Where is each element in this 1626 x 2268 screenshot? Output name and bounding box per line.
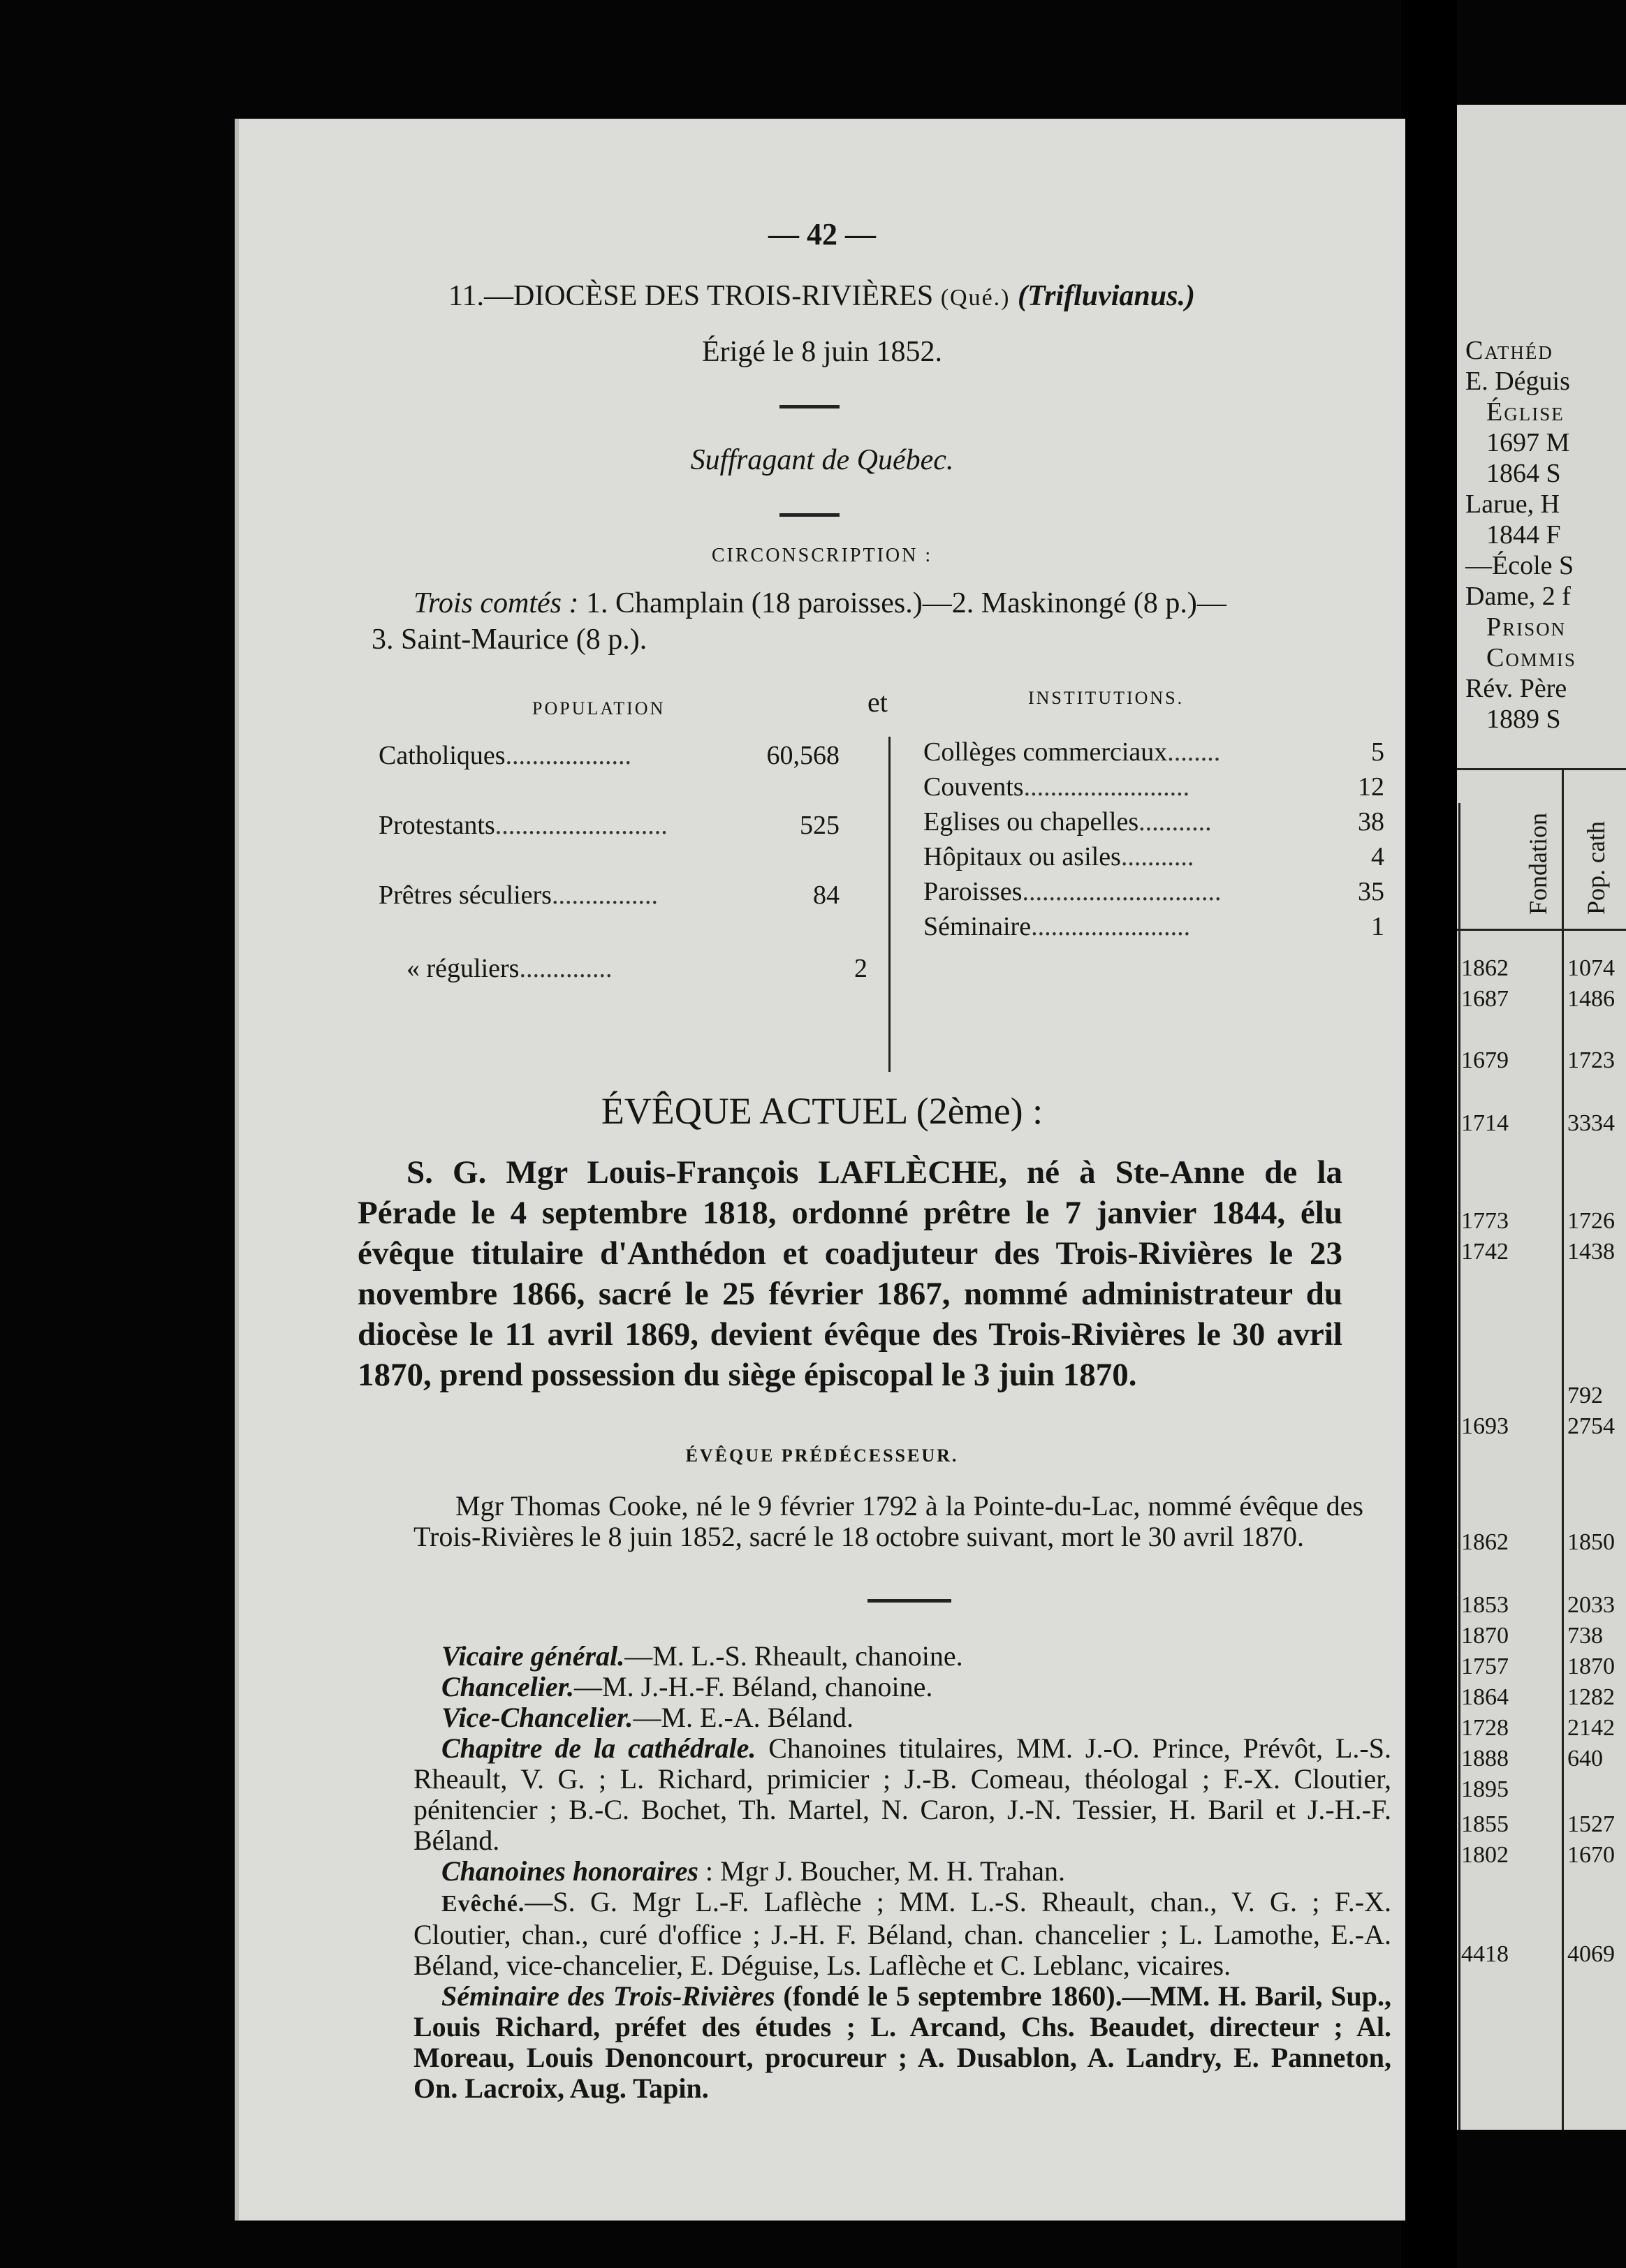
clergy-text: —M. L.-S. Rheault, chanoine. [624,1640,963,1672]
column-rule [1562,768,1564,2130]
clergy-title: Vice-Chancelier. [441,1702,633,1733]
institution-value: 12 [1358,772,1384,802]
clergy-title: Chanoines honoraires [441,1855,698,1887]
page-number: — 42 — [768,217,876,251]
book-page-left [235,119,1405,2221]
clergy-entry [413,1702,1391,1733]
clergy-entry [413,1641,1391,1672]
institution-row: Hôpitaux ou asiles........... 4 [923,842,1384,871]
erected-date: Érigé le 8 juin 1852. [701,336,943,368]
bishop-heading: ÉVÊQUE ACTUEL (2ème) : [601,1090,1043,1132]
pop-cath-cell: 2142 [1567,1715,1615,1741]
table-top-rule [1457,768,1626,770]
circumscription-counties: 1. Champlain (18 paroisses.)—2. Maskinongé (8 p.)— [585,587,1226,619]
population-label: POPULATION [532,698,666,719]
circumscription-prefix: Trois comtés : [413,587,579,619]
clergy-text: —M. E.-A. Béland. [633,1702,854,1733]
institution-row: Couvents......................... 12 [923,772,1384,802]
pop-cath-cell: 1282 [1567,1684,1615,1710]
et-label: et [867,686,888,718]
fondation-cell: 1757 [1461,1654,1509,1679]
population-row: Catholiques................... 60,568 [379,741,840,770]
pop-cath-cell: 738 [1567,1623,1603,1649]
predecessor-biography: Mgr Thomas Cooke, né le 9 février 1792 à la Pointe-du-Lac, nommé évêque des Trois-Rivières le 8 juin 1852, sacré le 18 octobre suivant, mort le 30 avril 1870. [413,1490,1363,1552]
fondation-cell: 1870 [1461,1623,1509,1649]
fondation-cell: 1888 [1461,1746,1509,1772]
fondation-cell: 1862 [1461,955,1509,981]
column-header-pop-cath: Pop. cath [1582,821,1610,915]
fondation-cell: 1742 [1461,1239,1509,1265]
column-divider [888,737,891,1072]
institutions-table [923,737,1384,1072]
pop-cath-cell: 1438 [1567,1239,1615,1265]
pop-cath-cell: 1527 [1567,1811,1615,1837]
fondation-cell: 1855 [1461,1811,1509,1837]
right-page-line: Dame, 2 f [1465,582,1571,611]
suffragan: Suffragant de Québec. [690,444,954,476]
clergy-text: : Mgr J. Boucher, M. H. Trahan. [698,1855,1065,1887]
fondation-cell: 1687 [1461,986,1509,1012]
diocese-heading [448,279,1195,313]
fondation-cell: 1853 [1461,1592,1509,1618]
institutions-label: INSTITUTIONS. [1028,688,1185,708]
circumscription-line-2: 3. Saint-Maurice (8 p.). [372,624,647,656]
population-label-catholiques: Catholiques [379,741,506,770]
bishop-biography: S. G. Mgr Louis-François LAFLÈCHE, né à Ste-Anne de la Pérade le 4 septembre 1818, ordonné prêtre le 7 janvier 1844, élu évêque titulaire d'Anthédon et coadjuteur des Trois-Rivières le 23 novembre 1866, sacré le 25 février 1867, nommé administrateur du diocèse le 11 avril 1869, devient évêque des Trois-Rivières le 30 avril 1870, prend possession du siège épiscopal le 3 juin 1870. [358,1154,1342,1393]
clergy-list [413,1641,1391,2104]
fondation-cell: 1773 [1461,1208,1509,1234]
pop-cath-cell: 1486 [1567,986,1615,1012]
institution-label: Eglises ou chapelles [923,807,1139,837]
right-page-line: Cathéd [1465,336,1553,365]
pop-cath-cell: 1723 [1567,1047,1615,1073]
clergy-title: Vicaire général. [441,1640,625,1672]
pop-cath-cell: 1670 [1567,1842,1615,1868]
institution-label: Séminaire [923,912,1032,941]
right-page-line: Rév. Père [1465,674,1567,703]
pop-cath-cell: 1726 [1567,1208,1615,1234]
province: (Qué.) [940,285,1011,311]
fondation-cell: 1693 [1461,1413,1509,1439]
clergy-text: —M. J.-H.-F. Béland, chanoine. [574,1671,933,1702]
institution-row: Collèges commerciaux........ 5 [923,737,1384,767]
pop-cath-cell: 1850 [1567,1529,1615,1555]
book-gutter [1401,0,1457,2268]
population-row: Protestants.......................... 525 [379,811,840,840]
fondation-cell: 1862 [1461,1529,1509,1555]
column-rule [1458,803,1460,2130]
population-label-reguliers: « réguliers [406,954,520,983]
clergy-entry [413,1856,1391,1887]
clergy-title: Evêché. [441,1891,525,1917]
clergy-entry [413,1887,1391,1981]
clergy-entry [413,1672,1391,1702]
clergy-text: (fondé le 5 septembre 1860).—MM. H. Baril, Sup., Louis Richard, préfet des études ; L. Arcand, Chs. Beaudet, directeur ; Al. Moreau, Louis Denoncourt, procureur ; A. Dusablon, A. Landry, E. Panneton, On. Lacroix, Aug. Tapin. [413,1980,1391,2104]
pop-cath-cell: 1870 [1567,1654,1615,1679]
right-page-line: Larue, H [1465,489,1560,519]
population-label-protestants: Protestants [379,811,495,840]
right-page-line: Commis [1486,643,1576,672]
institution-value: 4 [1371,842,1384,871]
right-page-line: 1889 S [1486,705,1561,734]
pop-cath-cell: 4069 [1567,1941,1615,1967]
clergy-entry [413,1733,1391,1856]
latin-name: (Trifluvianus.) [1018,280,1195,312]
institution-row: Séminaire........................ 1 [923,912,1384,941]
institution-row: Eglises ou chapelles........... 38 [923,807,1384,837]
population-row: « réguliers.............. 2 [406,954,867,983]
institution-value: 35 [1358,877,1384,906]
population-table [379,740,867,1075]
right-page-line: 1697 M [1486,428,1570,457]
fondation-cell: 1679 [1461,1047,1509,1073]
diocese-title: 11.—DIOCÈSE DES TROIS-RIVIÈRES [448,280,934,312]
clergy-title: Séminaire des Trois-Rivières [441,1980,775,2012]
pop-cath-cell: 3334 [1567,1110,1615,1136]
predecessor-heading: ÉVÊQUE PRÉDÉCESSEUR. [685,1445,959,1466]
institution-label: Paroisses [923,877,1023,906]
fondation-cell: 1714 [1461,1110,1509,1136]
book-page-right-fragment [1457,105,1626,2130]
clergy-text: —S. G. Mgr L.-F. Laflèche ; MM. L.-S. Rheault, chan., V. G. ; F.-X. Cloutier, chan., curé d'office ; J.-H. F. Béland, chan. chancelier ; L. Lamothe, E.-A. Béland, vice-chancelier, E. Déguise, Ls. Laflèche et C. Leblanc, vicaires. [413,1886,1391,1981]
circumscription-line-1 [413,587,1226,620]
population-value: 60,568 [766,741,840,770]
institution-label: Couvents [923,772,1024,802]
pop-cath-cell: 2754 [1567,1413,1615,1439]
institution-label: Collèges commerciaux [923,737,1168,767]
pop-cath-cell: 1074 [1567,955,1615,981]
divider [779,405,840,408]
fondation-cell: 4418 [1461,1941,1509,1967]
divider [867,1599,951,1603]
population-value: 2 [854,954,867,983]
circumscription-label: CIRCONSCRIPTION : [711,545,933,566]
clergy-title: Chancelier. [441,1671,575,1702]
population-row: Prêtres séculiers................ 84 [379,881,840,910]
clergy-entry [413,1981,1391,2104]
right-page-line: —École S [1465,551,1574,580]
institution-label: Hôpitaux ou asiles [923,842,1121,871]
institution-row: Paroisses.............................. 35 [923,877,1384,906]
table-header-rule [1457,929,1626,931]
population-label-pretres: Prêtres séculiers [379,881,552,910]
clergy-text: Chanoines titulaires, MM. J.-O. Prince, Prévôt, L.-S. Rheault, V. G. ; L. Richard, primicier ; J.-B. Comeau, théologal ; F.-X. Cloutier, pénitencier ; B.-C. Bochet, Th. Martel, N. Caron, J.-N. Tessier, H. Baril et J.-H.-F. Béland. [413,1732,1391,1856]
fondation-cell: 1895 [1461,1776,1509,1802]
fondation-cell: 1864 [1461,1684,1509,1710]
clergy-title: Chapitre de la cathédrale. [441,1732,756,1764]
pop-cath-cell: 640 [1567,1746,1603,1772]
pop-cath-cell: 792 [1567,1383,1603,1408]
right-page-line: E. Déguis [1465,367,1570,396]
right-page-line: 1844 F [1486,520,1561,550]
divider [779,513,840,517]
institution-value: 1 [1371,912,1384,941]
fondation-cell: 1802 [1461,1842,1509,1868]
right-page-line: Église [1486,397,1565,427]
institution-value: 5 [1371,737,1384,767]
population-value: 525 [800,811,840,840]
right-page-line: Prison [1486,612,1567,642]
column-header-fondation: Fondation [1524,812,1552,915]
right-page-line: 1864 S [1486,459,1561,488]
pop-cath-cell: 2033 [1567,1592,1615,1618]
institution-value: 38 [1358,807,1384,837]
population-value: 84 [813,881,840,910]
fondation-cell: 1728 [1461,1715,1509,1741]
